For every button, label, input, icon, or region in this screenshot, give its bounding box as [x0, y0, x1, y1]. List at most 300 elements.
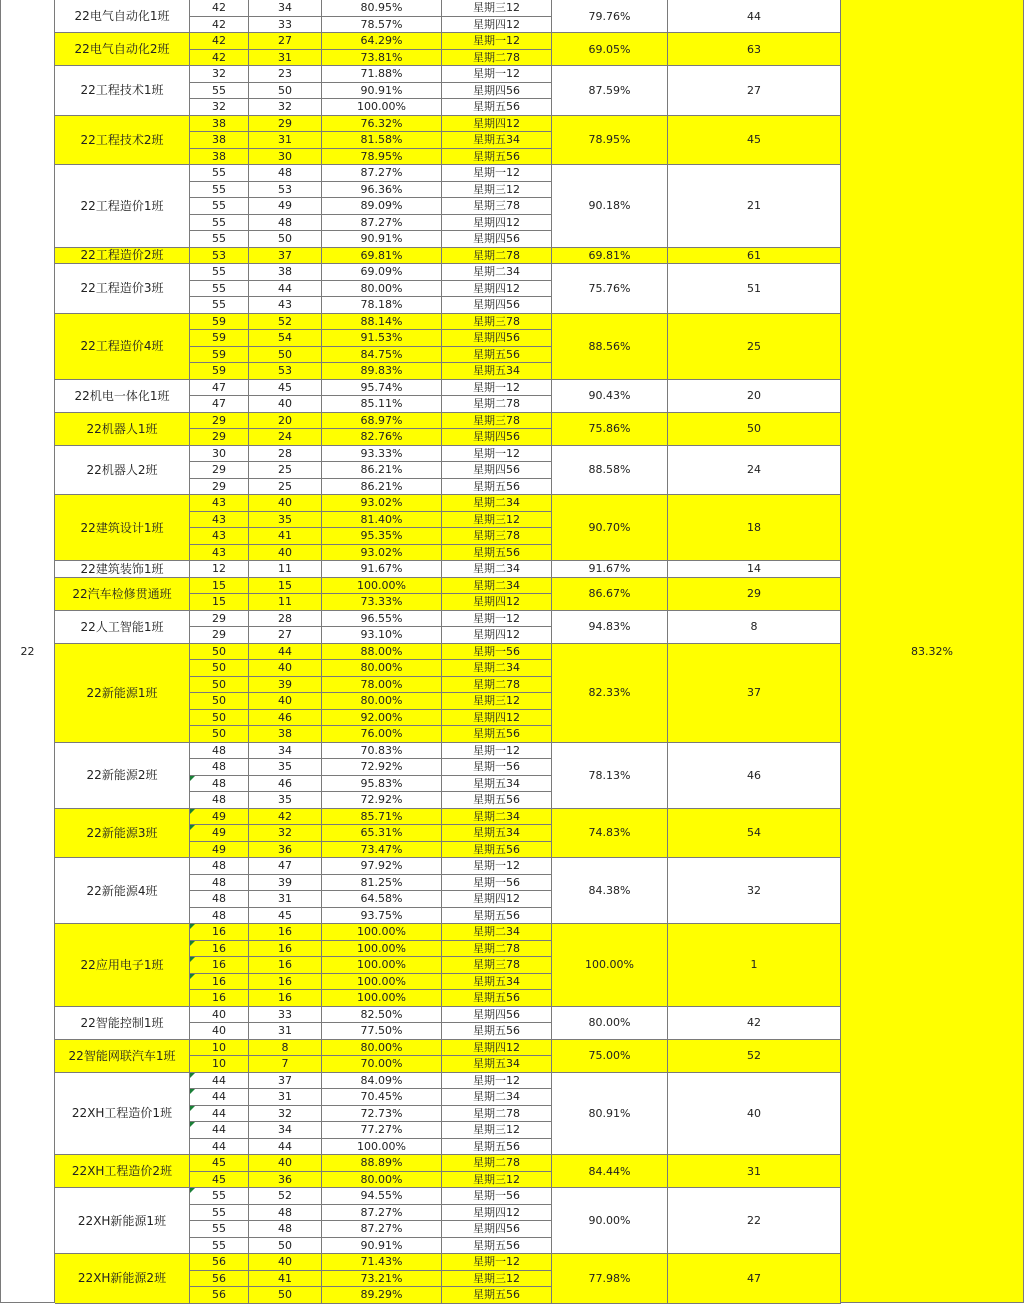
session-time-cell[interactable]: 星期五34 — [442, 825, 552, 842]
session-rate-cell[interactable]: 64.29% — [322, 33, 442, 50]
session-time-cell[interactable]: 星期二34 — [442, 561, 552, 578]
session-rate-cell[interactable]: 69.81% — [322, 248, 442, 265]
total-count-cell[interactable]: 44 — [190, 1122, 249, 1139]
total-count-cell[interactable]: 10 — [190, 1040, 249, 1057]
session-rate-cell[interactable]: 90.91% — [322, 83, 442, 100]
class-rank-cell[interactable]: 47 — [668, 1254, 841, 1304]
session-time-cell[interactable]: 星期五56 — [442, 99, 552, 116]
present-count-cell[interactable]: 16 — [249, 924, 322, 941]
present-count-cell[interactable]: 31 — [249, 1023, 322, 1040]
session-rate-cell[interactable]: 86.21% — [322, 462, 442, 479]
total-count-cell[interactable]: 15 — [190, 578, 249, 595]
present-count-cell[interactable]: 30 — [249, 149, 322, 166]
class-rate-cell[interactable]: 87.59% — [552, 66, 668, 116]
class-rate-cell[interactable]: 80.91% — [552, 1073, 668, 1156]
session-time-cell[interactable]: 星期四56 — [442, 83, 552, 100]
session-time-cell[interactable]: 星期二78 — [442, 248, 552, 265]
session-time-cell[interactable]: 星期二34 — [442, 495, 552, 512]
session-rate-cell[interactable]: 78.95% — [322, 149, 442, 166]
class-name-cell[interactable]: 22工程造价4班 — [55, 314, 190, 380]
present-count-cell[interactable]: 28 — [249, 611, 322, 628]
total-count-cell[interactable]: 43 — [190, 495, 249, 512]
present-count-cell[interactable]: 33 — [249, 1007, 322, 1024]
class-name-cell[interactable]: 22XH新能源1班 — [55, 1188, 190, 1254]
total-count-cell[interactable]: 59 — [190, 347, 249, 364]
total-count-cell[interactable]: 42 — [190, 0, 249, 17]
present-count-cell[interactable]: 23 — [249, 66, 322, 83]
present-count-cell[interactable]: 54 — [249, 330, 322, 347]
session-rate-cell[interactable]: 81.25% — [322, 875, 442, 892]
present-count-cell[interactable]: 38 — [249, 264, 322, 281]
present-count-cell[interactable]: 33 — [249, 17, 322, 34]
present-count-cell[interactable]: 28 — [249, 446, 322, 463]
class-rank-cell[interactable]: 21 — [668, 165, 841, 248]
total-count-cell[interactable]: 45 — [190, 1155, 249, 1172]
class-rank-cell[interactable]: 22 — [668, 1188, 841, 1254]
session-rate-cell[interactable]: 94.55% — [322, 1188, 442, 1205]
session-time-cell[interactable]: 星期五34 — [442, 1056, 552, 1073]
present-count-cell[interactable]: 34 — [249, 1122, 322, 1139]
present-count-cell[interactable]: 27 — [249, 627, 322, 644]
present-count-cell[interactable]: 40 — [249, 1155, 322, 1172]
session-time-cell[interactable]: 星期一56 — [442, 1188, 552, 1205]
session-time-cell[interactable]: 星期一12 — [442, 33, 552, 50]
session-rate-cell[interactable]: 77.50% — [322, 1023, 442, 1040]
session-time-cell[interactable]: 星期五56 — [442, 908, 552, 925]
session-time-cell[interactable]: 星期四12 — [442, 17, 552, 34]
class-name-cell[interactable]: 22电气自动化1班 — [55, 0, 190, 33]
present-count-cell[interactable]: 39 — [249, 677, 322, 694]
session-rate-cell[interactable]: 73.47% — [322, 842, 442, 859]
class-rate-cell[interactable]: 74.83% — [552, 809, 668, 859]
total-count-cell[interactable]: 48 — [190, 858, 249, 875]
present-count-cell[interactable]: 35 — [249, 759, 322, 776]
total-count-cell[interactable]: 55 — [190, 281, 249, 298]
session-time-cell[interactable]: 星期三78 — [442, 528, 552, 545]
session-rate-cell[interactable]: 90.91% — [322, 1238, 442, 1255]
present-count-cell[interactable]: 11 — [249, 561, 322, 578]
class-rate-cell[interactable]: 90.18% — [552, 165, 668, 248]
session-time-cell[interactable]: 星期二78 — [442, 1155, 552, 1172]
class-name-cell[interactable]: 22智能网联汽车1班 — [55, 1040, 190, 1073]
session-time-cell[interactable]: 星期二34 — [442, 924, 552, 941]
session-rate-cell[interactable]: 96.55% — [322, 611, 442, 628]
present-count-cell[interactable]: 31 — [249, 1089, 322, 1106]
session-time-cell[interactable]: 星期四12 — [442, 281, 552, 298]
session-time-cell[interactable]: 星期一56 — [442, 644, 552, 661]
grade-cell[interactable]: 22 — [0, 0, 55, 1303]
total-count-cell[interactable]: 12 — [190, 561, 249, 578]
session-time-cell[interactable]: 星期四56 — [442, 1221, 552, 1238]
session-time-cell[interactable]: 星期二78 — [442, 50, 552, 67]
session-rate-cell[interactable]: 93.33% — [322, 446, 442, 463]
present-count-cell[interactable]: 32 — [249, 1106, 322, 1123]
present-count-cell[interactable]: 52 — [249, 1188, 322, 1205]
total-count-cell[interactable]: 56 — [190, 1287, 249, 1304]
session-rate-cell[interactable]: 70.00% — [322, 1056, 442, 1073]
session-time-cell[interactable]: 星期四56 — [442, 1007, 552, 1024]
class-rank-cell[interactable]: 50 — [668, 413, 841, 446]
present-count-cell[interactable]: 7 — [249, 1056, 322, 1073]
class-rank-cell[interactable]: 37 — [668, 644, 841, 743]
session-rate-cell[interactable]: 69.09% — [322, 264, 442, 281]
session-time-cell[interactable]: 星期四12 — [442, 627, 552, 644]
class-rate-cell[interactable]: 90.00% — [552, 1188, 668, 1254]
session-rate-cell[interactable]: 82.50% — [322, 1007, 442, 1024]
session-time-cell[interactable]: 星期四12 — [442, 891, 552, 908]
session-time-cell[interactable]: 星期三12 — [442, 693, 552, 710]
present-count-cell[interactable]: 48 — [249, 165, 322, 182]
session-rate-cell[interactable]: 72.73% — [322, 1106, 442, 1123]
present-count-cell[interactable]: 11 — [249, 594, 322, 611]
total-count-cell[interactable]: 42 — [190, 17, 249, 34]
session-rate-cell[interactable]: 73.81% — [322, 50, 442, 67]
session-rate-cell[interactable]: 100.00% — [322, 957, 442, 974]
session-rate-cell[interactable]: 87.27% — [322, 165, 442, 182]
class-rank-cell[interactable]: 8 — [668, 611, 841, 644]
total-count-cell[interactable]: 44 — [190, 1089, 249, 1106]
session-rate-cell[interactable]: 96.36% — [322, 182, 442, 199]
total-count-cell[interactable]: 38 — [190, 116, 249, 133]
class-name-cell[interactable]: 22新能源2班 — [55, 743, 190, 809]
total-count-cell[interactable]: 48 — [190, 908, 249, 925]
session-rate-cell[interactable]: 72.92% — [322, 792, 442, 809]
session-rate-cell[interactable]: 72.92% — [322, 759, 442, 776]
total-count-cell[interactable]: 47 — [190, 396, 249, 413]
class-rank-cell[interactable]: 29 — [668, 578, 841, 611]
present-count-cell[interactable]: 40 — [249, 545, 322, 562]
present-count-cell[interactable]: 43 — [249, 297, 322, 314]
class-name-cell[interactable]: 22工程技术2班 — [55, 116, 190, 166]
class-rate-cell[interactable]: 77.98% — [552, 1254, 668, 1304]
session-rate-cell[interactable]: 86.21% — [322, 479, 442, 496]
total-count-cell[interactable]: 29 — [190, 479, 249, 496]
total-count-cell[interactable]: 49 — [190, 825, 249, 842]
total-count-cell[interactable]: 59 — [190, 363, 249, 380]
session-time-cell[interactable]: 星期五56 — [442, 1139, 552, 1156]
session-rate-cell[interactable]: 93.10% — [322, 627, 442, 644]
present-count-cell[interactable]: 36 — [249, 842, 322, 859]
session-rate-cell[interactable]: 82.76% — [322, 429, 442, 446]
class-name-cell[interactable]: 22工程造价2班 — [55, 248, 190, 265]
class-rank-cell[interactable]: 27 — [668, 66, 841, 116]
present-count-cell[interactable]: 45 — [249, 908, 322, 925]
class-name-cell[interactable]: 22智能控制1班 — [55, 1007, 190, 1040]
present-count-cell[interactable]: 41 — [249, 528, 322, 545]
class-name-cell[interactable]: 22机器人1班 — [55, 413, 190, 446]
session-rate-cell[interactable]: 80.00% — [322, 693, 442, 710]
present-count-cell[interactable]: 46 — [249, 776, 322, 793]
session-rate-cell[interactable]: 91.53% — [322, 330, 442, 347]
session-rate-cell[interactable]: 100.00% — [322, 924, 442, 941]
session-time-cell[interactable]: 星期五56 — [442, 1287, 552, 1304]
session-rate-cell[interactable]: 73.21% — [322, 1271, 442, 1288]
total-count-cell[interactable]: 55 — [190, 198, 249, 215]
present-count-cell[interactable]: 16 — [249, 941, 322, 958]
session-time-cell[interactable]: 星期二78 — [442, 941, 552, 958]
session-rate-cell[interactable]: 87.27% — [322, 1221, 442, 1238]
present-count-cell[interactable]: 40 — [249, 495, 322, 512]
class-rate-cell[interactable]: 69.05% — [552, 33, 668, 66]
total-count-cell[interactable]: 29 — [190, 611, 249, 628]
session-rate-cell[interactable]: 91.67% — [322, 561, 442, 578]
total-count-cell[interactable]: 55 — [190, 83, 249, 100]
total-count-cell[interactable]: 55 — [190, 182, 249, 199]
present-count-cell[interactable]: 37 — [249, 1073, 322, 1090]
present-count-cell[interactable]: 50 — [249, 1287, 322, 1304]
present-count-cell[interactable]: 39 — [249, 875, 322, 892]
session-rate-cell[interactable]: 95.35% — [322, 528, 442, 545]
class-name-cell[interactable]: 22工程造价1班 — [55, 165, 190, 248]
session-time-cell[interactable]: 星期五56 — [442, 545, 552, 562]
present-count-cell[interactable]: 53 — [249, 182, 322, 199]
total-count-cell[interactable]: 16 — [190, 974, 249, 991]
session-time-cell[interactable]: 星期一12 — [442, 165, 552, 182]
session-rate-cell[interactable]: 78.00% — [322, 677, 442, 694]
class-name-cell[interactable]: 22工程造价3班 — [55, 264, 190, 314]
total-count-cell[interactable]: 16 — [190, 924, 249, 941]
present-count-cell[interactable]: 53 — [249, 363, 322, 380]
session-rate-cell[interactable]: 70.83% — [322, 743, 442, 760]
session-rate-cell[interactable]: 93.75% — [322, 908, 442, 925]
present-count-cell[interactable]: 34 — [249, 743, 322, 760]
class-rank-cell[interactable]: 46 — [668, 743, 841, 809]
total-count-cell[interactable]: 43 — [190, 512, 249, 529]
total-count-cell[interactable]: 29 — [190, 413, 249, 430]
session-time-cell[interactable]: 星期三78 — [442, 957, 552, 974]
total-count-cell[interactable]: 59 — [190, 330, 249, 347]
class-rank-cell[interactable]: 45 — [668, 116, 841, 166]
total-count-cell[interactable]: 50 — [190, 660, 249, 677]
session-rate-cell[interactable]: 89.83% — [322, 363, 442, 380]
class-rate-cell[interactable]: 75.86% — [552, 413, 668, 446]
total-count-cell[interactable]: 50 — [190, 710, 249, 727]
overall-rate-cell[interactable]: 83.32% — [841, 0, 1024, 1303]
present-count-cell[interactable]: 40 — [249, 396, 322, 413]
class-rate-cell[interactable]: 79.76% — [552, 0, 668, 33]
session-rate-cell[interactable]: 84.75% — [322, 347, 442, 364]
class-rate-cell[interactable]: 90.43% — [552, 380, 668, 413]
total-count-cell[interactable]: 48 — [190, 776, 249, 793]
session-rate-cell[interactable]: 89.09% — [322, 198, 442, 215]
present-count-cell[interactable]: 52 — [249, 314, 322, 331]
present-count-cell[interactable]: 44 — [249, 1139, 322, 1156]
total-count-cell[interactable]: 55 — [190, 1238, 249, 1255]
present-count-cell[interactable]: 40 — [249, 660, 322, 677]
class-rate-cell[interactable]: 78.13% — [552, 743, 668, 809]
session-time-cell[interactable]: 星期四56 — [442, 429, 552, 446]
class-name-cell[interactable]: 22建筑设计1班 — [55, 495, 190, 561]
present-count-cell[interactable]: 45 — [249, 380, 322, 397]
total-count-cell[interactable]: 42 — [190, 50, 249, 67]
session-time-cell[interactable]: 星期一12 — [442, 446, 552, 463]
session-time-cell[interactable]: 星期一56 — [442, 759, 552, 776]
total-count-cell[interactable]: 50 — [190, 677, 249, 694]
total-count-cell[interactable]: 48 — [190, 891, 249, 908]
class-rank-cell[interactable]: 40 — [668, 1073, 841, 1156]
session-rate-cell[interactable]: 97.92% — [322, 858, 442, 875]
total-count-cell[interactable]: 43 — [190, 545, 249, 562]
session-time-cell[interactable]: 星期三12 — [442, 182, 552, 199]
class-rank-cell[interactable]: 44 — [668, 0, 841, 33]
present-count-cell[interactable]: 16 — [249, 974, 322, 991]
session-time-cell[interactable]: 星期四12 — [442, 710, 552, 727]
session-time-cell[interactable]: 星期四56 — [442, 330, 552, 347]
session-time-cell[interactable]: 星期四12 — [442, 215, 552, 232]
total-count-cell[interactable]: 45 — [190, 1172, 249, 1189]
total-count-cell[interactable]: 48 — [190, 875, 249, 892]
session-time-cell[interactable]: 星期三78 — [442, 198, 552, 215]
session-rate-cell[interactable]: 85.11% — [322, 396, 442, 413]
total-count-cell[interactable]: 15 — [190, 594, 249, 611]
present-count-cell[interactable]: 48 — [249, 1205, 322, 1222]
session-time-cell[interactable]: 星期三12 — [442, 1271, 552, 1288]
class-name-cell[interactable]: 22XH新能源2班 — [55, 1254, 190, 1304]
total-count-cell[interactable]: 32 — [190, 99, 249, 116]
session-time-cell[interactable]: 星期三12 — [442, 0, 552, 17]
present-count-cell[interactable]: 35 — [249, 792, 322, 809]
total-count-cell[interactable]: 48 — [190, 792, 249, 809]
present-count-cell[interactable]: 44 — [249, 281, 322, 298]
session-rate-cell[interactable]: 78.57% — [322, 17, 442, 34]
present-count-cell[interactable]: 16 — [249, 957, 322, 974]
total-count-cell[interactable]: 40 — [190, 1007, 249, 1024]
class-rate-cell[interactable]: 91.67% — [552, 561, 668, 578]
session-rate-cell[interactable]: 71.43% — [322, 1254, 442, 1271]
class-name-cell[interactable]: 22新能源3班 — [55, 809, 190, 859]
session-rate-cell[interactable]: 89.29% — [322, 1287, 442, 1304]
present-count-cell[interactable]: 49 — [249, 198, 322, 215]
present-count-cell[interactable]: 41 — [249, 1271, 322, 1288]
session-rate-cell[interactable]: 81.58% — [322, 132, 442, 149]
total-count-cell[interactable]: 10 — [190, 1056, 249, 1073]
class-rate-cell[interactable]: 82.33% — [552, 644, 668, 743]
session-rate-cell[interactable]: 100.00% — [322, 990, 442, 1007]
total-count-cell[interactable]: 56 — [190, 1254, 249, 1271]
class-rate-cell[interactable]: 88.58% — [552, 446, 668, 496]
class-name-cell[interactable]: 22汽车检修贯通班 — [55, 578, 190, 611]
total-count-cell[interactable]: 29 — [190, 627, 249, 644]
session-time-cell[interactable]: 星期四56 — [442, 462, 552, 479]
total-count-cell[interactable]: 49 — [190, 842, 249, 859]
total-count-cell[interactable]: 50 — [190, 644, 249, 661]
class-name-cell[interactable]: 22新能源1班 — [55, 644, 190, 743]
present-count-cell[interactable]: 32 — [249, 99, 322, 116]
present-count-cell[interactable]: 25 — [249, 462, 322, 479]
total-count-cell[interactable]: 55 — [190, 264, 249, 281]
session-time-cell[interactable]: 星期一12 — [442, 858, 552, 875]
total-count-cell[interactable]: 55 — [190, 1205, 249, 1222]
class-name-cell[interactable]: 22XH工程造价2班 — [55, 1155, 190, 1188]
session-rate-cell[interactable]: 87.27% — [322, 215, 442, 232]
total-count-cell[interactable]: 29 — [190, 429, 249, 446]
class-rate-cell[interactable]: 86.67% — [552, 578, 668, 611]
class-name-cell[interactable]: 22新能源4班 — [55, 858, 190, 924]
class-name-cell[interactable]: 22应用电子1班 — [55, 924, 190, 1007]
session-time-cell[interactable]: 星期一12 — [442, 1254, 552, 1271]
session-time-cell[interactable]: 星期五56 — [442, 726, 552, 743]
total-count-cell[interactable]: 48 — [190, 743, 249, 760]
class-rank-cell[interactable]: 32 — [668, 858, 841, 924]
present-count-cell[interactable]: 27 — [249, 33, 322, 50]
present-count-cell[interactable]: 35 — [249, 512, 322, 529]
session-time-cell[interactable]: 星期五34 — [442, 776, 552, 793]
total-count-cell[interactable]: 29 — [190, 462, 249, 479]
session-rate-cell[interactable]: 64.58% — [322, 891, 442, 908]
session-rate-cell[interactable]: 85.71% — [322, 809, 442, 826]
session-rate-cell[interactable]: 88.14% — [322, 314, 442, 331]
total-count-cell[interactable]: 47 — [190, 380, 249, 397]
present-count-cell[interactable]: 38 — [249, 726, 322, 743]
class-rank-cell[interactable]: 31 — [668, 1155, 841, 1188]
total-count-cell[interactable]: 44 — [190, 1139, 249, 1156]
class-name-cell[interactable]: 22工程技术1班 — [55, 66, 190, 116]
session-time-cell[interactable]: 星期一12 — [442, 66, 552, 83]
class-rate-cell[interactable]: 94.83% — [552, 611, 668, 644]
session-time-cell[interactable]: 星期四12 — [442, 116, 552, 133]
present-count-cell[interactable]: 31 — [249, 132, 322, 149]
class-rate-cell[interactable]: 100.00% — [552, 924, 668, 1007]
session-rate-cell[interactable]: 95.74% — [322, 380, 442, 397]
total-count-cell[interactable]: 40 — [190, 1023, 249, 1040]
session-time-cell[interactable]: 星期一12 — [442, 743, 552, 760]
present-count-cell[interactable]: 29 — [249, 116, 322, 133]
class-rank-cell[interactable]: 54 — [668, 809, 841, 859]
class-rank-cell[interactable]: 14 — [668, 561, 841, 578]
session-time-cell[interactable]: 星期三78 — [442, 413, 552, 430]
session-rate-cell[interactable]: 80.00% — [322, 281, 442, 298]
session-time-cell[interactable]: 星期五56 — [442, 792, 552, 809]
session-rate-cell[interactable]: 87.27% — [322, 1205, 442, 1222]
class-rank-cell[interactable]: 52 — [668, 1040, 841, 1073]
session-time-cell[interactable]: 星期二34 — [442, 809, 552, 826]
class-name-cell[interactable]: 22XH工程造价1班 — [55, 1073, 190, 1156]
total-count-cell[interactable]: 53 — [190, 248, 249, 265]
session-rate-cell[interactable]: 93.02% — [322, 545, 442, 562]
present-count-cell[interactable]: 50 — [249, 347, 322, 364]
total-count-cell[interactable]: 55 — [190, 231, 249, 248]
total-count-cell[interactable]: 38 — [190, 132, 249, 149]
session-time-cell[interactable]: 星期四56 — [442, 297, 552, 314]
present-count-cell[interactable]: 50 — [249, 231, 322, 248]
session-rate-cell[interactable]: 93.02% — [322, 495, 442, 512]
total-count-cell[interactable]: 48 — [190, 759, 249, 776]
session-time-cell[interactable]: 星期三12 — [442, 1122, 552, 1139]
session-rate-cell[interactable]: 80.00% — [322, 660, 442, 677]
present-count-cell[interactable]: 31 — [249, 891, 322, 908]
total-count-cell[interactable]: 55 — [190, 215, 249, 232]
present-count-cell[interactable]: 37 — [249, 248, 322, 265]
session-time-cell[interactable]: 星期四12 — [442, 1205, 552, 1222]
session-time-cell[interactable]: 星期一12 — [442, 380, 552, 397]
session-time-cell[interactable]: 星期一12 — [442, 611, 552, 628]
session-time-cell[interactable]: 星期五56 — [442, 347, 552, 364]
session-rate-cell[interactable]: 68.97% — [322, 413, 442, 430]
class-rate-cell[interactable]: 84.44% — [552, 1155, 668, 1188]
present-count-cell[interactable]: 46 — [249, 710, 322, 727]
session-rate-cell[interactable]: 90.91% — [322, 231, 442, 248]
session-rate-cell[interactable]: 80.00% — [322, 1040, 442, 1057]
session-time-cell[interactable]: 星期五56 — [442, 149, 552, 166]
present-count-cell[interactable]: 34 — [249, 0, 322, 17]
class-rate-cell[interactable]: 88.56% — [552, 314, 668, 380]
session-rate-cell[interactable]: 100.00% — [322, 974, 442, 991]
session-time-cell[interactable]: 星期五56 — [442, 1023, 552, 1040]
class-rank-cell[interactable]: 63 — [668, 33, 841, 66]
class-rate-cell[interactable]: 75.76% — [552, 264, 668, 314]
class-rank-cell[interactable]: 20 — [668, 380, 841, 413]
present-count-cell[interactable]: 48 — [249, 1221, 322, 1238]
